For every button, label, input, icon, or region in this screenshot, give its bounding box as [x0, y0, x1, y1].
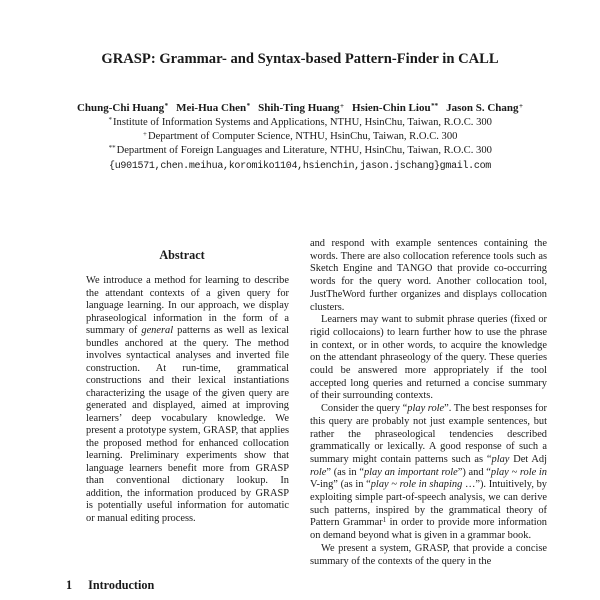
text-segment: role — [310, 466, 327, 478]
section-heading-introduction — [66, 578, 154, 593]
author-affiliation-mark: ** — [431, 101, 439, 110]
author-affiliation-mark: * — [164, 101, 169, 110]
section-title: Introduction — [88, 578, 155, 592]
affiliation-text: Institute of Information Systems and Applications, NTHU, HsinChu, Taiwan, R.O.C. 300 — [113, 117, 492, 128]
affiliation-text: Department of Foreign Languages and Literature, NTHU, HsinChu, Taiwan, R.O.C. 300 — [116, 145, 492, 156]
author-name: Shih-Ting Huang+ — [258, 101, 345, 114]
text-segment: play ~ role in — [490, 466, 547, 478]
text-segment: play — [491, 453, 510, 465]
affiliation-line — [0, 116, 600, 130]
text-segment: We introduce a method for learning to describe the attendant contexts of a given query for language learning. In our approach, we display phraseological information in the form of a summary of — [86, 275, 289, 336]
author-name: Jason S. Chang+ — [446, 101, 524, 114]
footnote-marker: 1 — [382, 515, 387, 524]
text-segment: general — [141, 325, 174, 336]
affiliation-mark: * — [108, 115, 113, 124]
right-column — [310, 238, 547, 568]
paragraph — [310, 238, 547, 314]
text-segment: Det Adj — [509, 453, 547, 465]
affiliation-text: Department of Computer Science, NTHU, HsinChu, Taiwan, R.O.C. 300 — [147, 131, 458, 142]
author-name: Hsien-Chin Liou** — [352, 101, 439, 114]
affiliation-mark: + — [143, 129, 147, 138]
paragraph — [310, 543, 547, 568]
text-segment: ”) and “ — [457, 466, 491, 478]
paragraph — [310, 314, 547, 403]
text-segment: ” (as in “ — [326, 466, 364, 478]
text-segment: play role — [407, 403, 445, 415]
affiliation-block — [0, 116, 600, 158]
author-affiliation-mark: + — [519, 101, 524, 110]
author-name: Mei-Hua Chen* — [176, 101, 251, 114]
text-segment: We present a system, GRASP, that provide a concise summary of the contexts of the query in the — [310, 542, 547, 567]
author-line — [0, 102, 600, 114]
email-line: {u901571,chen.meihua,koromiko1104,hsienchin,jason.jschang}gmail.com — [109, 161, 491, 172]
affiliation-line — [0, 130, 600, 144]
author-affiliation-mark: * — [246, 101, 251, 110]
text-segment: in order to provide more information on demand beyond what is given in a grammar book. — [310, 517, 548, 542]
author-affiliation-mark: + — [340, 101, 345, 110]
section-number: 1 — [66, 578, 73, 592]
paragraph — [310, 403, 547, 543]
text-segment: Consider the query “ — [321, 403, 408, 415]
affiliation-mark: ** — [108, 143, 116, 152]
paper-title: GRASP: Grammar- and Syntax-based Pattern-Finder in CALL — [101, 51, 499, 67]
paragraph — [86, 275, 289, 525]
text-segment: and respond with example sentences containing the words. There are also collocation reference tools such as Sketch Engine and TANGO that provide co-occurring words for the query word. Another collocation tool, JustTheWord further organizes and displays collocation clusters. — [310, 238, 547, 313]
abstract-heading: Abstract — [159, 248, 205, 262]
text-segment: ”. The best responses for this query are probably not just example sentences, but rather the phraseological tendencies described grammatically or lexically. A good response of such a summary might contain patterns such as “ — [310, 403, 548, 465]
text-segment: patterns as well as lexical bundles anchored at the query. The method involves syntactical analyses and inverted file construction. At run-time, grammatical constructions and their lexical instantiations characterizing the usage of the given query are generated and displayed, aimed at improving learners’ deep vocabulary knowledge. We present a prototype system, GRASP, that applies the proposed method for enhanced collocation learning. Preliminary experiments show that language learners benefit more from GRASP than conventional dictionary lookup. In addition, the information produced by GRASP is potentially useful information for automatic or manual editing process. — [86, 325, 289, 524]
text-segment: V-ing” (as in “ — [310, 479, 371, 491]
affiliation-line — [0, 144, 600, 158]
text-segment: …”). Intuitively, by exploiting simple part-of-speech analysis, we can derive such patterns, inspired by the grammatical theory of Pattern Grammar — [310, 479, 547, 529]
abstract-text — [86, 275, 289, 525]
text-segment: play an important role — [363, 466, 458, 478]
author-name: Chung-Chi Huang* — [76, 101, 169, 114]
text-segment: play ~ role in shaping — [370, 479, 463, 491]
text-segment: Learners may want to submit phrase queries (fixed or rigid collocaions) to learn further how to use the phrase in context, or in other words, to acquire the knowledge on the attendant phraseology of the query. These queries could be answered more appropriately if the tool accepted long queries and returned a concise summary of their surrounding contexts. — [310, 314, 547, 402]
left-column — [62, 248, 302, 525]
